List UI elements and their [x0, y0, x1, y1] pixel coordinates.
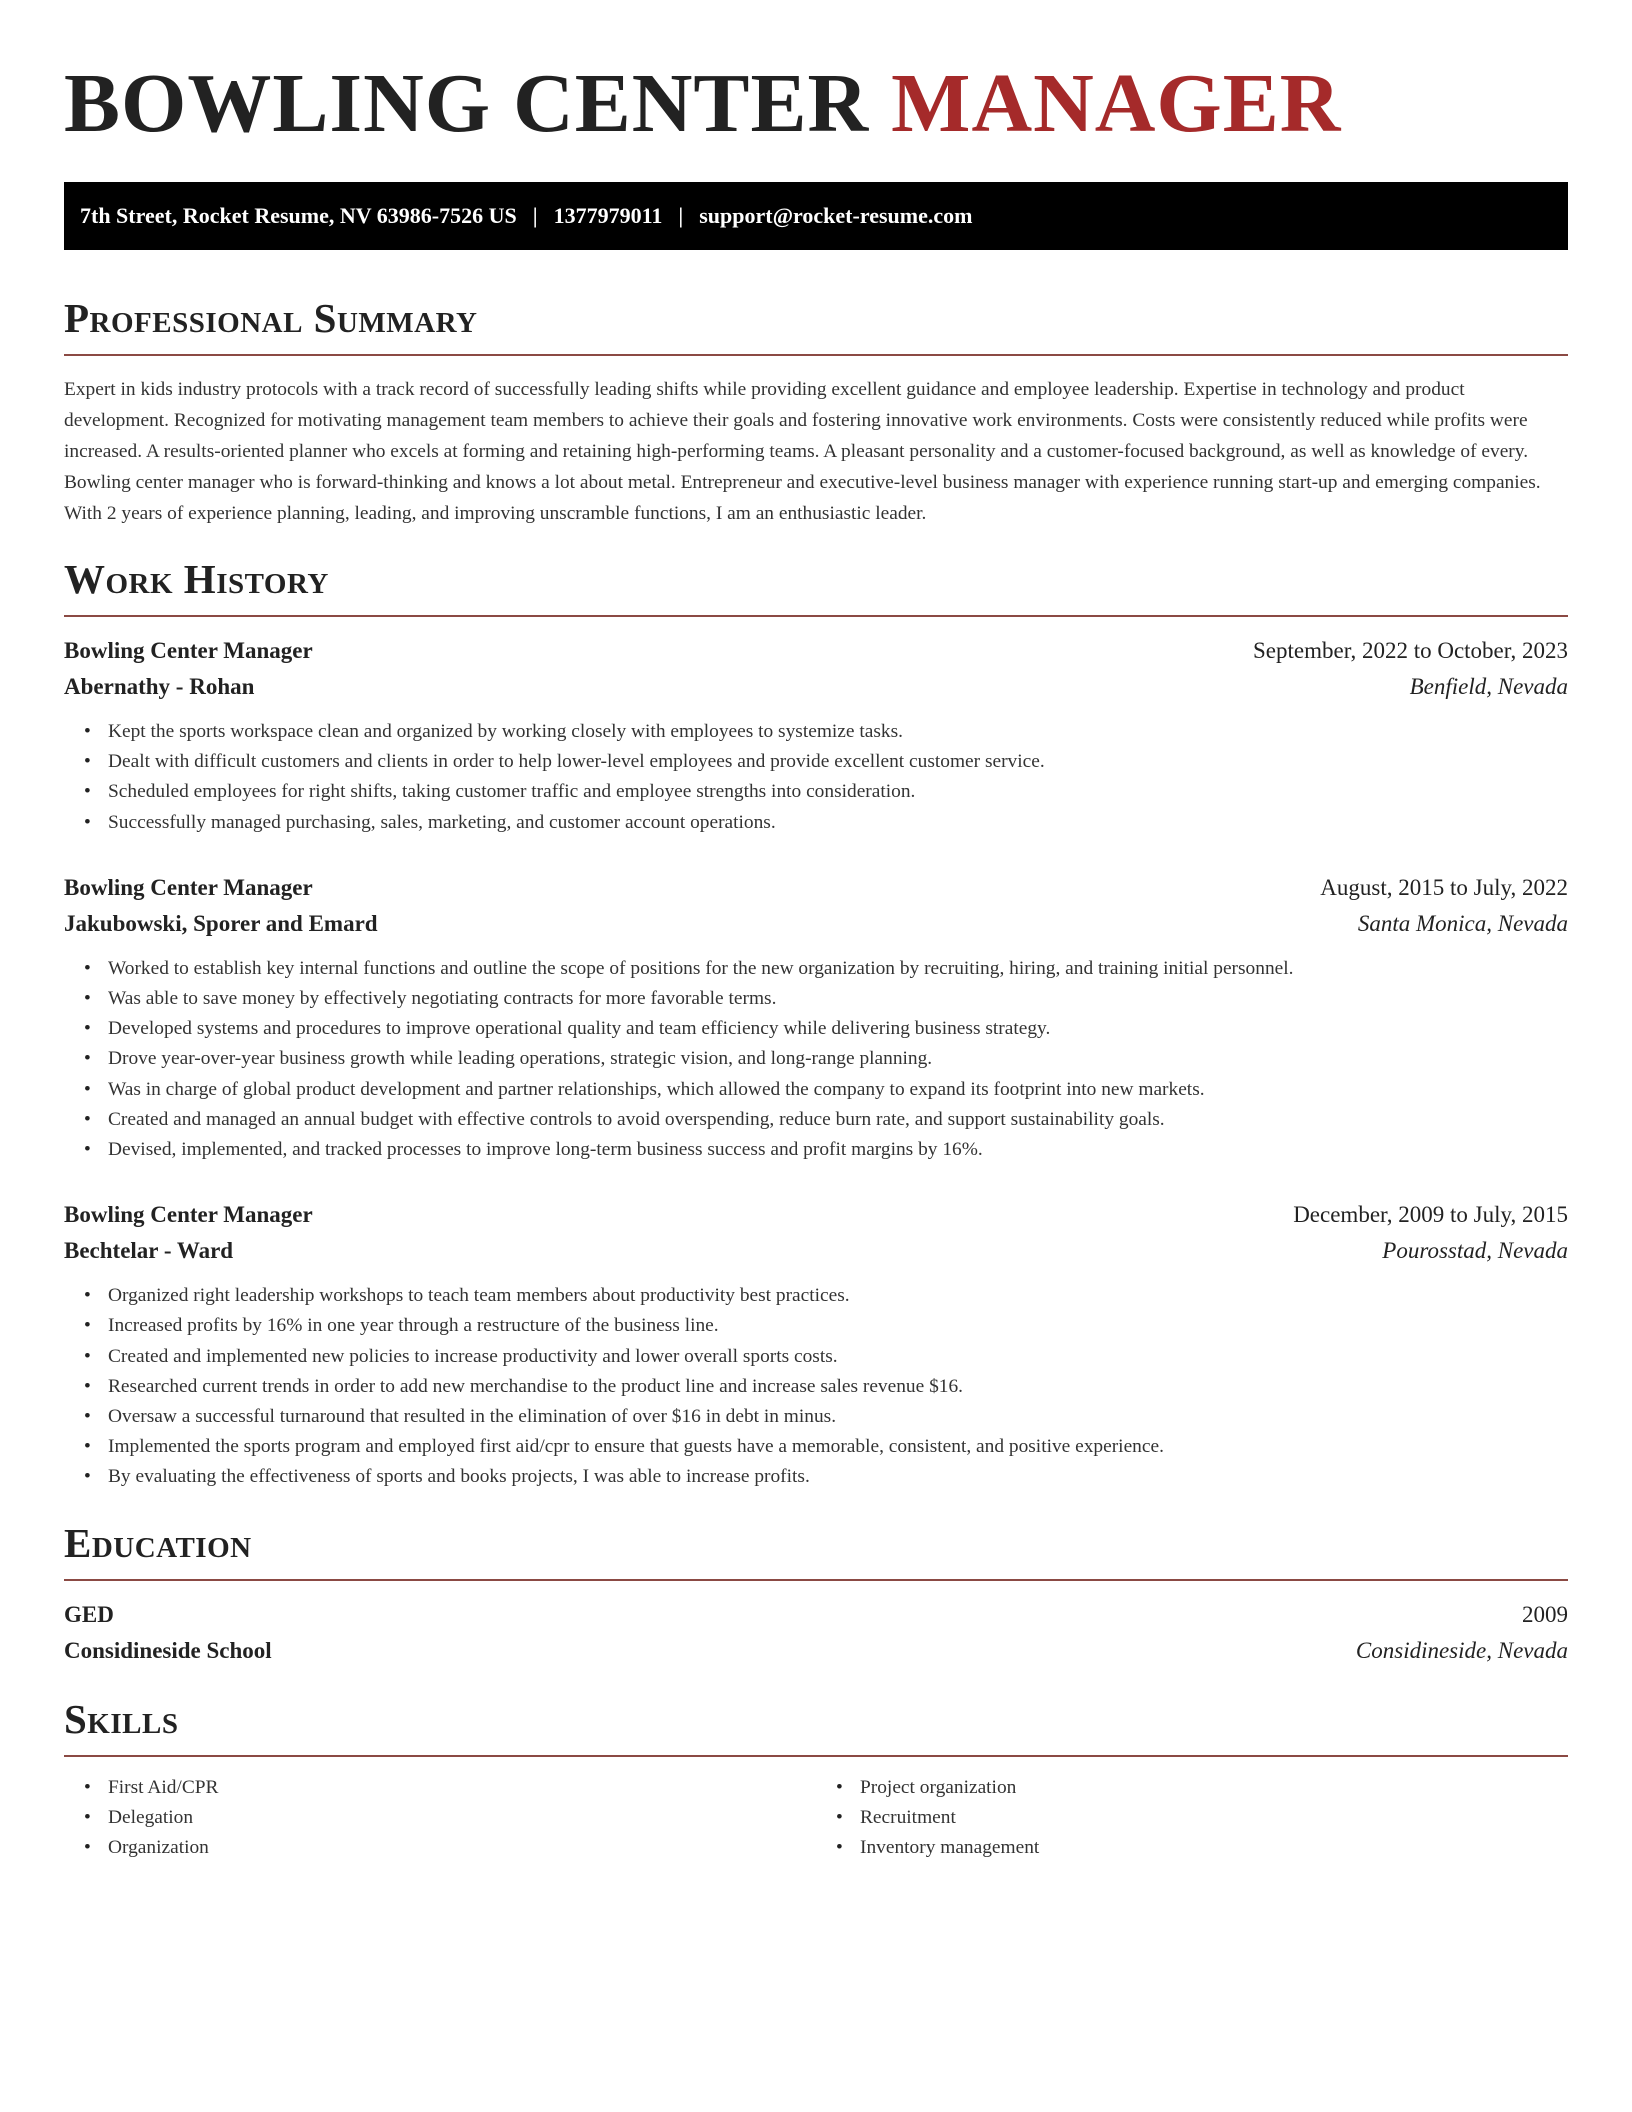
list-item: • Created and managed an annual budget with effective controls to avoid overspending, reduce burn rate, and support sustainability goals.	[108, 1105, 1568, 1135]
skills-title: Skills	[64, 1695, 1568, 1757]
education-header	[64, 1597, 1568, 1633]
name-main: BOWLING CENTER	[64, 57, 870, 150]
job-role: Bowling Center Manager	[64, 1202, 313, 1228]
skills-list-right	[816, 1773, 1568, 1864]
list-item: • Worked to establish key internal functions and outline the scope of positions for the new organization by recruiting, hiring, and training initial personnel.	[108, 954, 1568, 984]
education-subheader	[64, 1633, 1568, 1669]
list-item: • Kept the sports workspace clean and organized by working closely with employees to systemize tasks.	[108, 717, 1568, 747]
summary-section	[64, 294, 1568, 529]
job-header	[64, 870, 1568, 906]
skill-item: • Organization	[108, 1833, 816, 1863]
education-title: Education	[64, 1519, 1568, 1581]
job-location: Benfield, Nevada	[1409, 674, 1568, 699]
job-role: Bowling Center Manager	[64, 874, 313, 900]
job-company: Abernathy - Rohan	[64, 674, 255, 699]
job-subheader	[64, 906, 1568, 942]
job-dates: August, 2015 to July, 2022	[1320, 874, 1568, 900]
job-header	[64, 633, 1568, 669]
job-bullets	[64, 717, 1568, 838]
skill-item: • First Aid/CPR	[108, 1773, 816, 1803]
summary-text: Expert in kids industry protocols with a track record of successfully leading shifts while providing excellent guidance and employee leadership. Expertise in technology and product development. Recognized for motivating management team members to achieve their goals and fostering innovative work environments. Costs were consistently reduced while profits were increased. A results-oriented planner who excels at forming and retaining high-performing teams. A pleasant personality and a customer-focused background, as well as knowledge of every. Bowling center manager who is forward-thinking and knows a lot about metal. Entrepreneur and executive-level business manager with experience running start-up and emerging companies. With 2 years of experience planning, leading, and improving unscramble functions, I am an enthusiastic leader.	[64, 379, 1541, 524]
list-item: • Created and implemented new policies to increase productivity and lower overall sports costs.	[108, 1342, 1568, 1372]
skill-item: • Delegation	[108, 1803, 816, 1833]
skill-item: • Inventory management	[860, 1833, 1568, 1863]
list-item: • By evaluating the effectiveness of sports and books projects, I was able to increase profits.	[108, 1462, 1568, 1492]
resume-name	[64, 58, 1568, 150]
list-item: • Organized right leadership workshops to teach team members about productivity best practices.	[108, 1281, 1568, 1311]
education-degree: GED	[64, 1601, 114, 1627]
education-school: Considineside School	[64, 1637, 272, 1663]
list-item: • Devised, implemented, and tracked processes to improve long-term business success and profit margins by 16%.	[108, 1135, 1568, 1165]
list-item: • Drove year-over-year business growth while leading operations, strategic vision, and long-range planning.	[108, 1044, 1568, 1074]
skills-section	[64, 1695, 1568, 1864]
skills-columns	[64, 1773, 1568, 1864]
contact-separator: |	[532, 203, 538, 228]
job-subheader	[64, 669, 1568, 705]
list-item: • Oversaw a successful turnaround that resulted in the elimination of over $16 in debt in minus.	[108, 1402, 1568, 1432]
name-accent: MANAGER	[891, 57, 1342, 150]
job-bullets	[64, 1281, 1568, 1492]
skills-list-left	[64, 1773, 816, 1864]
summary-title: Professional Summary	[64, 294, 1568, 356]
list-item: • Was able to save money by effectively negotiating contracts for more favorable terms.	[108, 984, 1568, 1014]
job-location: Pourosstad, Nevada	[1382, 1238, 1568, 1264]
job-dates: September, 2022 to October, 2023	[1253, 638, 1568, 663]
work-title: Work History	[64, 555, 1568, 617]
job-company: Bechtelar - Ward	[64, 1238, 234, 1264]
contact-phone: 1377979011	[553, 203, 663, 228]
skill-item: • Recruitment	[860, 1803, 1568, 1833]
list-item: • Developed systems and procedures to improve operational quality and team efficiency while delivering business strategy.	[108, 1014, 1568, 1044]
list-item: • Increased profits by 16% in one year through a restructure of the business line.	[108, 1311, 1568, 1341]
resume-page	[64, 0, 1568, 1863]
contact-email: support@rocket-resume.com	[699, 203, 973, 228]
contact-bar	[64, 182, 1568, 250]
education-section	[64, 1519, 1568, 1669]
skill-item: • Project organization	[860, 1773, 1568, 1803]
list-item: • Was in charge of global product development and partner relationships, which allowed the company to expand its footprint into new markets.	[108, 1075, 1568, 1105]
job-entry	[64, 633, 1568, 838]
education-location: Considineside, Nevada	[1355, 1637, 1568, 1663]
education-entry	[64, 1597, 1568, 1669]
job-bullets	[64, 954, 1568, 1165]
list-item: • Successfully managed purchasing, sales, marketing, and customer account operations.	[108, 808, 1568, 838]
job-entry	[64, 1197, 1568, 1492]
list-item: • Researched current trends in order to add new merchandise to the product line and increase sales revenue $16.	[108, 1372, 1568, 1402]
job-role: Bowling Center Manager	[64, 638, 313, 663]
job-entry	[64, 870, 1568, 1165]
work-section	[64, 555, 1568, 1493]
contact-address: 7th Street, Rocket Resume, NV 63986-7526 US	[80, 203, 517, 228]
contact-separator: |	[678, 203, 684, 228]
job-subheader	[64, 1233, 1568, 1269]
list-item: • Implemented the sports program and employed first aid/cpr to ensure that guests have a memorable, consistent, and positive experience.	[108, 1432, 1568, 1462]
list-item: • Scheduled employees for right shifts, taking customer traffic and employee strengths into consideration.	[108, 777, 1568, 807]
job-header	[64, 1197, 1568, 1233]
job-company: Jakubowski, Sporer and Emard	[64, 910, 378, 936]
job-location: Santa Monica, Nevada	[1357, 910, 1568, 936]
list-item: • Dealt with difficult customers and clients in order to help lower-level employees and provide excellent customer service.	[108, 747, 1568, 777]
job-dates: December, 2009 to July, 2015	[1293, 1202, 1568, 1228]
education-year: 2009	[1522, 1601, 1568, 1627]
